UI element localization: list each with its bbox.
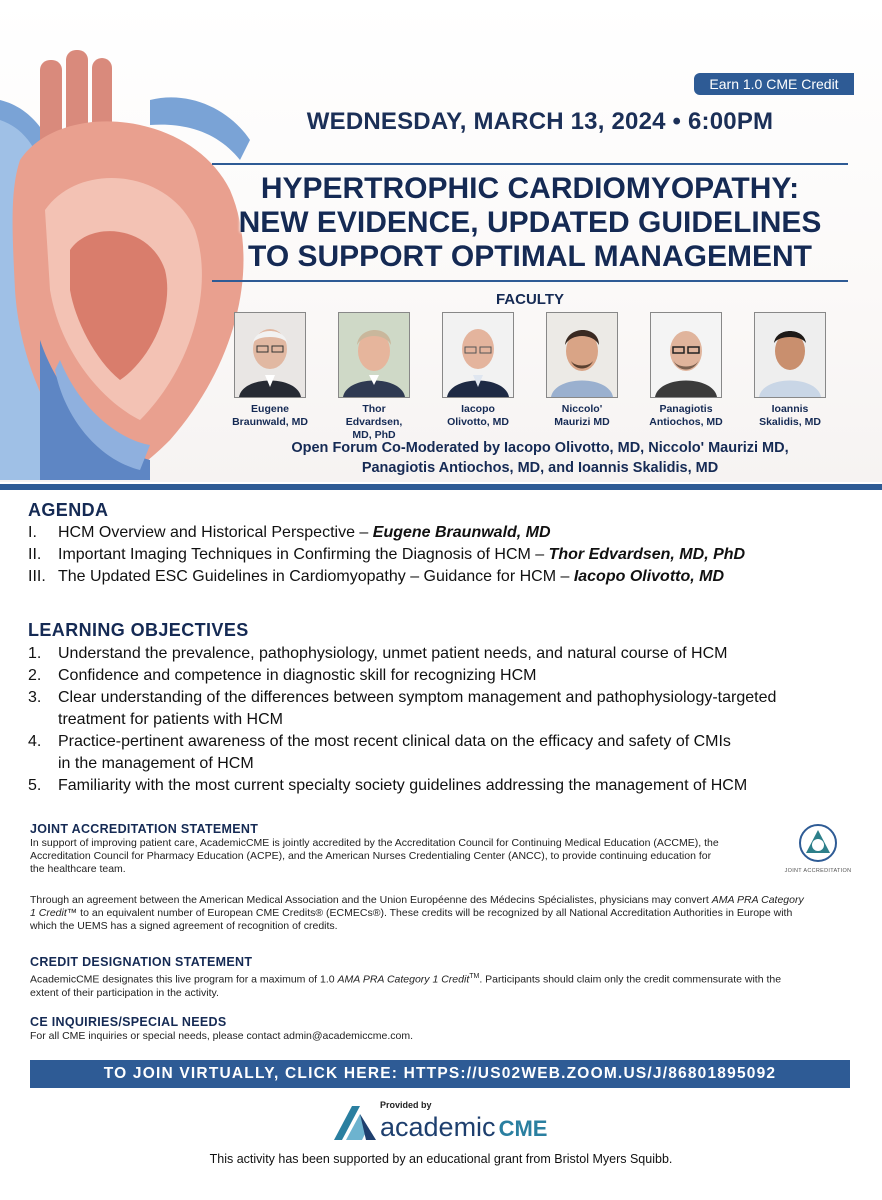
agenda-list [28, 522, 745, 588]
inquiries-text: For all CME inquiries or special needs, please contact admin@academiccme.com. [30, 1030, 413, 1042]
section-divider [0, 484, 882, 490]
faculty-member [440, 312, 516, 429]
faculty-member [336, 312, 412, 442]
academiccme-logo-icon [330, 1102, 380, 1142]
title-line-3: TO SUPPORT OPTIMAL MANAGEMENT [248, 240, 812, 273]
hero-banner [0, 0, 882, 482]
moderators-text: Open Forum Co-Moderated by Iacopo Olivotto, MD, Niccolo' Maurizi MD, Panagiotis Antiochos, MD, and Ioannis Skalidis, MD [291, 440, 789, 476]
objective-item: 2. Confidence and competence in diagnostic skill for recognizing HCM [28, 667, 537, 684]
objective-item: 1. Understand the prevalence, pathophysiology, unmet patient needs, and natural course of HCM [28, 645, 728, 662]
academiccme-logo: Provided by academic CME [330, 1100, 560, 1144]
title-line-1: HYPERTROPHIC CARDIOMYOPATHY: [260, 172, 800, 205]
faculty-photo [234, 312, 306, 398]
faculty-name: Ioannis Skalidis, MD [759, 403, 821, 428]
faculty-photo [338, 312, 410, 398]
credit-designation-heading: CREDIT DESIGNATION STATEMENT [30, 955, 253, 969]
faculty-grid [232, 312, 832, 441]
agenda-heading: AGENDA [28, 500, 109, 520]
objective-item: 4. Practice-pertinent awareness of the most recent clinical data on the efficacy and safety of CMIs in the management of HCM [28, 733, 731, 772]
faculty-member [544, 312, 620, 429]
objectives-heading: LEARNING OBJECTIVES [28, 620, 249, 640]
academiccme-wordmark: academic CME [380, 1112, 548, 1142]
faculty-photo [546, 312, 618, 398]
join-zoom-link[interactable]: TO JOIN VIRTUALLY, CLICK HERE: HTTPS://US02WEB.ZOOM.US/J/86801895092 [30, 1060, 850, 1088]
faculty-name: Eugene Braunwald, MD [232, 403, 308, 428]
faculty-name: Panagiotis Antiochos, MD [649, 403, 723, 428]
faculty-member [232, 312, 308, 429]
joint-accreditation-text: In support of improving patient care, AcademicCME is jointly accredited by the Accreditation Council for Continuing Medical Education (ACCME), the Accreditation Council for Pharmacy Education (ACPE), and the American Nurses Credentialing Center (ANCC), to provide continuing education for the healthcare team. [30, 837, 719, 875]
faculty-label: FACULTY [495, 291, 565, 308]
title-bottom-rule [212, 280, 848, 282]
faculty-photo [442, 312, 514, 398]
event-date: WEDNESDAY, MARCH 13, 2024 • 6:00PM [306, 108, 774, 135]
objective-item: 3. Clear understanding of the differences between symptom management and pathophysiology-targeted treatment for patients with HCM [28, 689, 777, 728]
objective-item: 5. Familiarity with the most current specialty society guidelines addressing the management of HCM [28, 777, 748, 794]
objectives-list [28, 643, 776, 797]
inquiries-heading: CE INQUIRIES/SPECIAL NEEDS [30, 1015, 227, 1029]
agenda-item: I. HCM Overview and Historical Perspective – Eugene Braunwald, MD [28, 524, 551, 541]
agenda-item: II. Important Imaging Techniques in Confirming the Diagnosis of HCM – Thor Edvardsen, MD, PhD [28, 546, 746, 563]
title-top-rule [212, 163, 848, 165]
event-title [200, 172, 860, 274]
grant-support-note: This activity has been supported by an educational grant from Bristol Myers Squibb. [209, 1152, 673, 1166]
accreditation-emblem-icon [798, 823, 838, 863]
faculty-name: Iacopo Olivotto, MD [447, 403, 509, 428]
credit-designation-text: AcademicCME designates this live program for a maximum of 1.0 AMA PRA Category 1 Credit™. Participants should claim only the credit commensurate with the extent of their participation in the activity. [30, 973, 782, 999]
faculty-photo [754, 312, 826, 398]
faculty-member [752, 312, 828, 429]
joint-accreditation-heading: JOINT ACCREDITATION STATEMENT [30, 822, 259, 836]
cme-credit-badge: Earn 1.0 CME Credit [694, 73, 854, 95]
faculty-member [648, 312, 724, 429]
faculty-name: Thor Edvardsen, MD, PhD [345, 403, 403, 441]
faculty-name: Niccolo' Maurizi MD [554, 403, 610, 428]
joint-accreditation-logo: JOINT ACCREDITATION [778, 823, 858, 877]
faculty-photo [650, 312, 722, 398]
title-line-2: NEW EVIDENCE, UPDATED GUIDELINES [238, 206, 822, 239]
agenda-item: III. The Updated ESC Guidelines in Cardiomyopathy – Guidance for HCM – Iacopo Olivotto, MD [28, 568, 725, 585]
uems-agreement-text: Through an agreement between the American Medical Association and the Union Européenne des Médecins Spécialistes, physicians may convert AMA PRA Category 1 Credit™ to an equivalent number of European CME Credits® (ECMECs®). These credits will be recognized by all National Accreditation Authorities in Europe with which the UEMS has a signed agreement of recognition of credits. [30, 894, 804, 932]
